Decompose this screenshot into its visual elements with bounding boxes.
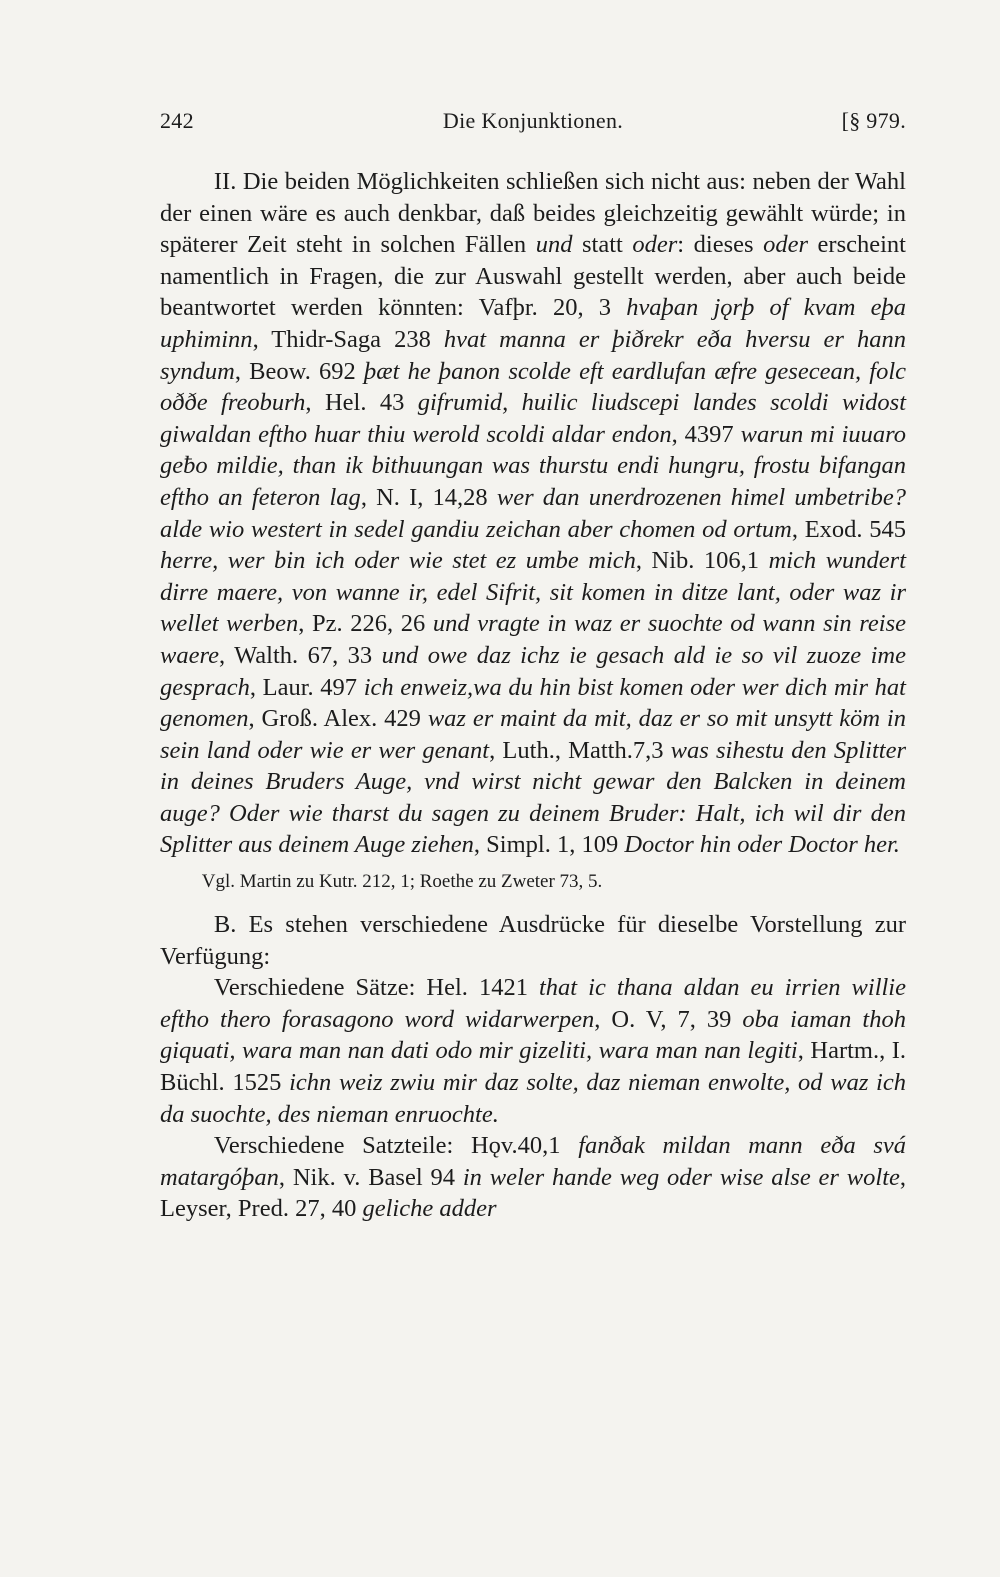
chapter-title: Die Konjunktionen. bbox=[442, 108, 624, 133]
paragraph: II. Die beiden Möglichkeiten schließen sich nicht aus: neben der Wahl der einen wäre es auch denkbar, daß beides gleichzeitig gewählt würde; in späterer Zeit steht in solchen Fällen und statt oder: dieses oder erscheint namentlich in Fragen, die zur Auswahl gestellt werden, aber auch beide beantwortet werden könnten: Vafþr. 20, 3 hvaþan jǫrþ of kvam eþa uphiminn, Thidr-Saga 238 hvat manna er þiðrekr eða hversu er hann syndum, Beow. 692 þæt he þanon scolde eft eardlufan æfre gesecean, folc oððe freoburh, Hel. 43 gifrumid, huilic liudscepi landes scoldi widost giwaldan eftho huar thiu werold scoldi aldar endon, 4397 warun mi iuuaro geƀo mildie, than ik bithuungan was thurstu endi hungru, frostu bifangan eftho an feteron lag, N. I, 14,28 wer dan unerdrozenen himel umbetribe? alde wio westert in sedel gandiu zeichan aber chomen od ortum, Exod. 545 herre, wer bin ich oder wie stet ez umbe mich, Nib. 106,1 mich wundert dirre maere, von wanne ir, edel Sifrit, sit komen in ditze lant, oder waz ir wellet werben, Pz. 226, 26 und vragte in waz er suochte od wann sin reise waere, Walth. 67, 33 und owe daz ichz ie gesach ald ie so vil zuoze ime gesprach, Laur. 497 ich enweiz,wa du hin bist komen oder wer dich mir hat genomen, Groß. Alex. 429 waz er maint da mit, daz er so mit unsytt köm in sein land oder wie er wer genant, Luth., Matth.7,3 was sihestu den Splitter in deines Bruders Auge, vnd wirst nicht gewar den Balcken in deinem auge? Oder wie tharst du sagen zu deinem Bruder: Halt, ich wil dir den Splitter aus deinem Auge ziehen, Simpl. 1, 109 Doctor hin oder Doctor her. bbox=[160, 168, 907, 859]
page-body bbox=[160, 166, 906, 1225]
reference-note: Vgl. Martin zu Kutr. 212, 1; Roethe zu Zweter 73, 5. bbox=[201, 871, 603, 893]
running-header bbox=[160, 108, 906, 142]
paragraph: Verschiedene Sätze: Hel. 1421 that ic thana aldan eu irrien willie eftho thero forasagono word widarwerpen, O. V, 7, 39 oba iaman thoh giquati, wara man nan dati odo mir gizeliti, wara man nan legiti, Hartm., I. Büchl. 1525 ichn weiz zwiu mir daz solte, daz nieman enwolte, od waz ich da suochte, des nieman enruochte. bbox=[160, 974, 906, 1128]
page-number: 242 bbox=[160, 108, 194, 133]
section-number: [§ 979. bbox=[841, 108, 906, 133]
paragraph: B. Es stehen verschiedene Ausdrücke für dieselbe Vorstellung zur Verfügung: bbox=[160, 911, 906, 970]
paragraph: Verschiedene Satzteile: Hǫv.40,1 fanðak mildan mann eða svá matargóþan, Nik. v. Basel 94 in weler hande weg oder wise alse er wolte, Leyser, Pred. 27, 40 geliche adder bbox=[160, 1132, 907, 1223]
